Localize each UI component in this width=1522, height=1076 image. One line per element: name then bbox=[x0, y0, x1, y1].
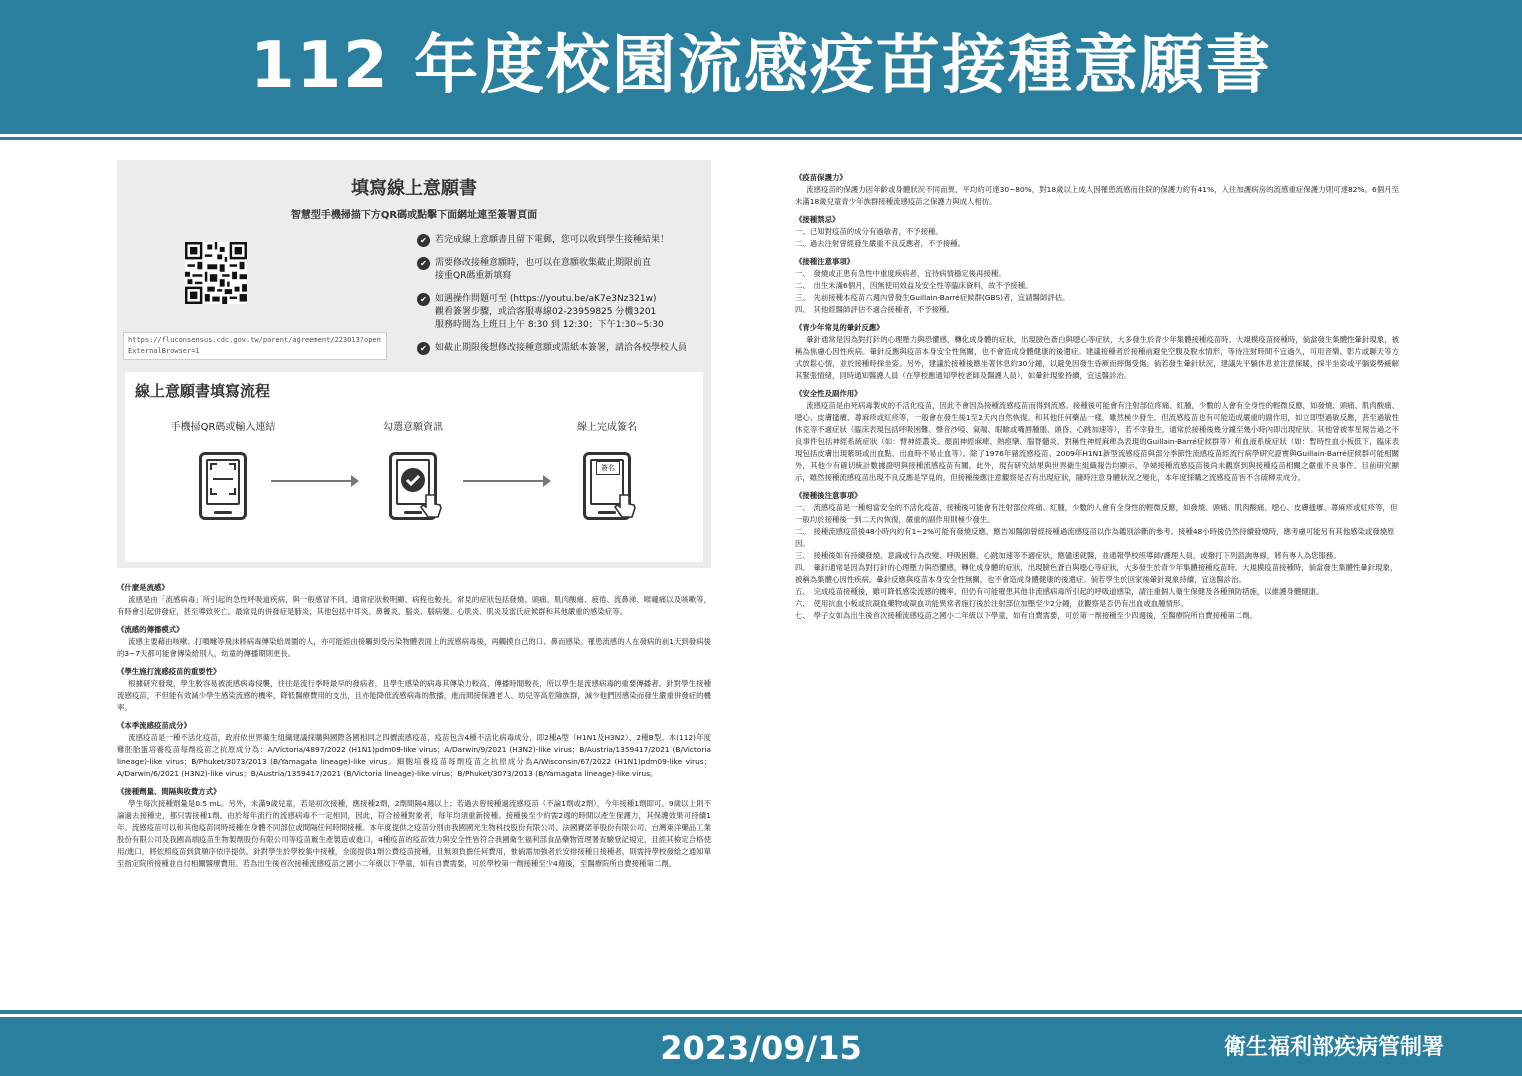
section-heading: 《什麼是流感》 bbox=[117, 583, 169, 592]
flow-title: 線上意願書填寫流程 bbox=[135, 382, 271, 400]
footer-divider bbox=[0, 1014, 1522, 1017]
online-form-panel bbox=[117, 160, 711, 568]
flow-step-3-label: 線上完成簽名 bbox=[577, 422, 637, 433]
footer-date: 2023/09/15 bbox=[660, 1029, 862, 1067]
right-text-column bbox=[795, 166, 1399, 622]
phone-scan-icon bbox=[199, 452, 247, 520]
section-heading: 《接種注意事項》 bbox=[795, 257, 855, 266]
list-item: 四、 暈針通常是因為對打針的心理壓力與恐懼感，轉化成身體的症狀，出現臉色蒼白與噁心等症狀，大多發生於青少年集體接種疫苗時。大規模疫苗接種時，倘當發生集體性暈針現象，被稱為集體心因性疾病。暈針反應與疫苗本身安全性無關，也不會造成身體健康的後遺症。倘若學生於回家後暈針現象持續，宜送醫診治。 bbox=[795, 563, 1398, 584]
list-item: 一、 發燒或正患有急性中重度疾病者，宜待病情穩定後再接種。 bbox=[795, 269, 1006, 278]
list-item: 二、 出生未滿6個月，因無使用效益及安全性等臨床資料，故不予接種。 bbox=[795, 281, 1033, 290]
list-item: 二、 接種流感疫苗後48小時內約有1~2%可能有發燒反應，應告知醫師曾經接種過流感疫苗以作為鑑別診斷的參考。接種48小時後仍然持續發燒時，應考慮可能另有其他感染或發燒原因。 bbox=[795, 527, 1395, 548]
list-item: 一、 流感疫苗是一種相當安全的不活化疫苗，接種後可能會有注射部位疼痛、紅腫，少數的人會有全身性的輕微反應，如發燒、頭痛、肌肉酸痛、噁心、皮膚搔癢、蕁麻疹或紅疹等，但一般均於接種後一到二天內恢復，嚴重的副作用則極少發生。 bbox=[795, 503, 1398, 524]
note-text: 若完成線上意願書且留下電郵，您可以收到學生接種結果！ bbox=[435, 235, 670, 245]
note-text: 如遇操作問題可至 (https://youtu.be/aK7e3Nz321w) bbox=[435, 294, 657, 304]
check-circle-icon: ✔ bbox=[417, 234, 430, 247]
section-heading: 《流感的傳播模式》 bbox=[117, 625, 184, 634]
section-paragraph: 流感疫苗的保護力因年齡或身體狀況不同而異，平均約可達30~80%，對18歲以上成人因罹患流感而住院的保護力約有41%，入住加護病房的流感重症保護力則可達82%。6個月至未滿18歲兒童青少年族群接種流感疫苗之保護力與成人相仿。 bbox=[795, 185, 1399, 206]
section-paragraph: 暈針通常是因為對打針的心理壓力與恐懼感，轉化成身體的症狀，出現臉色蒼白與噁心等症狀，大多發生於青少年集體接種疫苗時。大規模疫苗接種時，倘當發生集體性暈針現象，被稱為焦慮心因性疾病。暈針反應與疫苗本身安全性無關，也不會造成身體健康的後遺症。建議接種者於接種前避免空腹及脫水情形，等待注射時間不宜過久，可用音樂、影片或聊天等方式放鬆心情，並於接種時採坐姿。另外，建議於接種後應坐著休息約30分鐘，以避免因發生昏厥而摔傷受傷。倘若發生暈針狀況，建議先平躺休息並注意保暖，採半坐姿或平躺姿勢緩解其緊張情緒，同時通知醫護人員（在學校應通知學校老師及醫護人員），如暈針現象持續，宜送醫診治。 bbox=[795, 335, 1399, 380]
panel-title: 填寫線上意願書 bbox=[351, 178, 477, 199]
check-circle-icon: ✔ bbox=[417, 293, 430, 306]
section-heading: 《青少年常見的暈針反應》 bbox=[795, 323, 884, 332]
note-text: 觀看簽署步驟，或洽客服專線02-23959825 分機3201 bbox=[435, 307, 657, 317]
flow-arrow-icon bbox=[271, 480, 357, 482]
form-url-link[interactable]: https://fluconsensus.cdc.gov.tw/parent/agreement/223013?openExternalBrowser=1 bbox=[123, 332, 387, 360]
note-text: 需要修改接種意願時，也可以在意願收集截止期限前直 bbox=[435, 258, 652, 268]
section-paragraph: 根據研究發現，學生較容易被流感病毒侵襲，往往是流行季時最早的發病者，且學生感染的病毒其傳染力較高、傳播時間較長，所以學生是流感病毒的重要傳播者。針對學生接種流感疫苗，不但能有效減少學生感染流感的機率，降低醫療費用的支出，且亦能降低流感病毒的散播，進而間接保護老人、幼兒等高危險族群，減少他們因感染而發生嚴重併發症的機率。 bbox=[117, 679, 711, 712]
section-paragraph: 流感是由「流感病毒」所引起的急性呼吸道疾病，與一般感冒不同，通常症狀較明顯、病程也較長。常見的症狀包括發燒、頭痛、肌肉酸痛、疲倦、流鼻涕、喉嚨痛以及咳嗽等，有時會引起併發症，甚至導致死亡。最常見的併發症是肺炎，其他包括中耳炎、鼻竇炎、腦炎、腦病變、心肌炎、肌炎及雷氏症候群和其他嚴重的感染症等。 bbox=[117, 595, 711, 616]
left-text-column bbox=[117, 576, 711, 870]
check-circle-icon: ✔ bbox=[417, 342, 430, 355]
flow-step-1-label: 手機掃QR碼或輸入連結 bbox=[170, 422, 276, 433]
section-heading: 《本季流感疫苗成分》 bbox=[117, 721, 191, 730]
section-heading: 《接種禁忌》 bbox=[795, 215, 840, 224]
list-item: 五、 完成疫苗接種後，雖可降低感染流感的機率，但仍有可能罹患其他非流感病毒所引起的呼吸道感染，請注重個人衛生保健及各種預防措施，以維護身體健康。 bbox=[795, 587, 1324, 596]
section-heading: 《疫苗保護力》 bbox=[795, 173, 847, 182]
footer-organization: 衛生福利部疾病管制署 bbox=[1223, 1035, 1444, 1060]
note-item bbox=[417, 257, 707, 283]
section-heading: 《安全性及副作用》 bbox=[795, 389, 862, 398]
flow-arrow-icon bbox=[463, 480, 549, 482]
note-text: 如截止期限後想修改接種意願或需紙本簽署，請洽各校學校人員 bbox=[435, 343, 688, 353]
note-item bbox=[417, 293, 707, 332]
note-item bbox=[417, 342, 707, 355]
phone-check-icon bbox=[389, 452, 437, 520]
footer-banner bbox=[0, 1010, 1522, 1076]
note-text: 接重QR碼重新填寫 bbox=[435, 271, 512, 281]
list-item: 七、 學子女如為出生後首次接種流感疫苗之國小二年級以下學童，如有自費需要，可於第一劑接種至少四週後，至醫療院所自費接種第二劑。 bbox=[795, 611, 1257, 620]
header-banner bbox=[0, 0, 1522, 140]
header-divider bbox=[0, 134, 1522, 137]
section-paragraph: 流感疫苗是一種不活化疫苗，政府依世界衛生組織建議採購與國際各國相同之四價流感疫苗，疫苗包含4種不活化病毒成分，即2種A型（H1N1及H3N2）、2種B型。本(112)年度雞胚胎蛋培養疫苗每劑疫苗之抗原成分為：A/Victoria/4897/2022 (H1N1)pdm09-like virus；A/Darwin/9/2021 (H3N2)-like virus；B/Austria/1359417/2021 (B/Victoria lineage)-like virus；B/Phuket/3073/2013 (B/Yamagata lineage)-like virus。細胞培養疫苗每劑疫苗之抗原成分為A/Wisconsin/67/2022 (H1N1)pdm09-like virus；A/Darwin/6/2021 (H3N2)-like virus；B/Austria/1359417/2021 (B/Victoria lineage)-like virus；B/Phuket/3073/2013 (B/Yamagata lineage)-like virus。 bbox=[117, 733, 711, 778]
page-title: 112 年度校園流感疫苗接種意願書 bbox=[250, 29, 1272, 103]
qr-code-icon bbox=[185, 242, 247, 304]
list-item: 三、 先前接種本疫苗六週內曾發生Guillain-Barré症候群(GBS)者，宜請醫師評估。 bbox=[795, 293, 1070, 302]
flow-diagram bbox=[125, 372, 703, 562]
note-item bbox=[417, 234, 707, 247]
note-text: 服務時間為上班日上午 8:30 到 12:30；下午1:30~5:30 bbox=[435, 320, 664, 330]
check-circle-icon: ✔ bbox=[417, 257, 430, 270]
list-item: 一、已知對疫苗的成分有過敏者，不予接種。 bbox=[795, 227, 943, 236]
list-item: 三、 接種後如有持續發燒、意識或行為改變、呼吸困難、心跳加速等不適症狀，應儘速就醫，並通報學校班導師/護理人員，或撥打下列諮詢專線，將有專人為您服務。 bbox=[795, 551, 1341, 560]
section-paragraph: 流感主要藉由咳嗽、打噴嚏等飛沫將病毒傳染給周圍的人，亦可能經由接觸到受污染物體表面上的流感病毒後，再觸摸自己的口、鼻而感染。罹患流感的人在發病的前1天到發病後的3~7天都可能會傳染給別人，幼童的傳播期則更長。 bbox=[117, 637, 711, 658]
section-heading: 《學生施打流感疫苗的重要性》 bbox=[117, 667, 221, 676]
section-paragraph: 學生每次接種劑量是0.5 mL。另外，未滿9歲兒童，若是初次接種，應接種2劑，2劑間隔4週以上；若過去曾接種過流感疫苗（不論1劑或2劑），今年接種1劑即可。9歲以上則不論過去接種史，都只需接種1劑。由於每年流行的流感病毒不一定相同，因此，符合接種對象者，每年均須重新接種。接種後至少約需2週的時間以產生保護力，其保護效果可持續1年。流感疫苗可以和其他疫苗同時接種在身體不同部位或間隔任何時間接種。本年度提供之疫苗分別由我國國光生物科技股份有限公司、法國賽諾菲股份有限公司、台灣東洋藥品工業股份有限公司及我國高端疫苗生物製劑股份有限公司等疫苗廠生產製造或進口，4種疫苗的疫苗效力與安全性皆符合我國衛生福利部食品藥物管理署查驗登記規定，且經其檢定合格使用/進口，將依照疫苗到貨順序依序提供。針對學生於學校集中接種，全面提供1劑公費疫苗接種，且無須負擔任何費用，惟倘需加強者於安排接種日接種者，則需持學校發給之通知單至指定院所接種並自付相關醫療費用。若為出生後首次接種流感疫苗之國小二年級以下學童，如有自費需要，可於學校第一劑接種至少4週後，至醫療院所自費接種第二劑。 bbox=[117, 799, 711, 868]
phone-sign-icon bbox=[583, 452, 631, 520]
section-heading: 《接種後注意事項》 bbox=[795, 491, 862, 500]
flow-step-2-label: 勾選意願資訊 bbox=[383, 422, 443, 433]
sign-tag: 簽名 bbox=[596, 461, 620, 475]
notes-list bbox=[417, 234, 707, 365]
qr-code[interactable] bbox=[185, 242, 247, 304]
panel-subtitle: 智慧型手機掃描下方QR碼或點擊下面網址連至簽署頁面 bbox=[290, 210, 538, 221]
list-item: 四、 其他經醫師評估不適合接種者，不予接種。 bbox=[795, 305, 954, 314]
list-item: 六、 使用抗血小板或抗凝血藥物或凝血功能異常者施打後於注射部位加壓至少2分鐘，並觀察是否仍有出血或血腫情形。 bbox=[795, 599, 1188, 608]
section-heading: 《接種劑量、間隔與收費方式》 bbox=[117, 787, 221, 796]
list-item: 二、過去注射曾經發生嚴重不良反應者，不予接種。 bbox=[795, 239, 965, 248]
section-paragraph: 流感疫苗是由死病毒製成的不活化疫苗，因此不會因為接種流感疫苗而得到流感。接種後可能會有注射部位疼痛、紅腫，少數的人會有全身性的輕微反應，如發燒、頭痛、肌肉酸痛、噁心、皮膚搔癢、蕁麻疹或紅疹等，一般會在發生後1至2天內自然恢復。和其他任何藥品一樣，雖然極少發生，但流感疫苗也有可能造成嚴重的副作用，如立即型過敏反應，甚至過敏性休克等不適症狀（臨床表現包括呼吸困難、聲音沙啞、氣喘、眼瞼或嘴唇腫脹、頭昏、心跳加速等），若不幸發生，通常於接種後幾分鐘至幾小時內即出現症狀。其他曾被零星報告過之不良事件包括神經系統症狀（如：臂神經叢炎、顏面神經麻痺、熱痙攣、腦脊髓炎、對稱性神經麻痺為表現的Guillain-Barré症候群等）和血液系統症狀（如：暫時性血小板低下，臨床表現包括皮膚出現紫斑或出血點、出血時不易止血等）。除了1976年豬流感疫苗、2009年H1N1新型流感疫苗與部分季節性流感疫苗經流行病學研究證實與Guillain-Barré症候群可能相關外，其他少有確切統計數據證明與接種流感疫苗有關。此外，現有研究結果與世界衛生組織報告均顯示，孕婦接種流感疫苗後尚未觀察到與接種疫苗相關之嚴重不良事件。目前研究顯示，雖然接種流感疫苗出現不良反應是罕見的，但接種後應注意觀察是否有出現症狀，隨時注意身體狀況之變化，本年度採購之流感疫苗皆不含硫柳汞成分。 bbox=[795, 401, 1399, 482]
